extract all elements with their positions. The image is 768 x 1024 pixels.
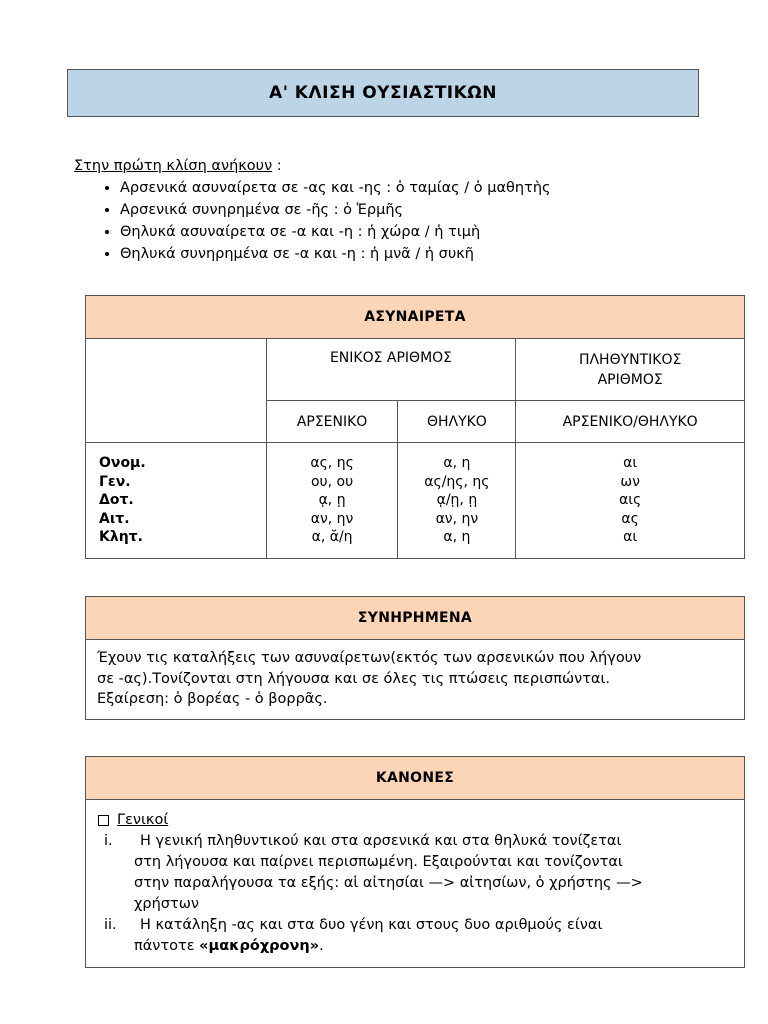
- rule-line: χρήστων: [134, 896, 199, 912]
- ending: α, η: [443, 529, 471, 546]
- ending: αι: [623, 455, 638, 472]
- rule-item: [98, 915, 732, 957]
- synirimena-line: σε -ας).Τονίζονται στη λήγουσα και σε όλες τις πτώσεις περισπώνται.: [97, 670, 611, 687]
- intro-section: [74, 155, 714, 265]
- rule-line: στη λήγουσα και παίρνει περισπωμένη. Εξαιρούνται και τονίζονται: [134, 854, 623, 870]
- case-label: Γεν.: [99, 473, 131, 490]
- list-item: • Αρσενικά συνηρημένα σε -ῆς : ὁ Ἑρμῆς: [120, 199, 714, 221]
- asynaireta-table: [85, 295, 745, 559]
- asynaireta-header: ΑΣΥΝΑΙΡΕΤΑ: [86, 296, 745, 339]
- plural-header: [516, 339, 745, 401]
- rule-text: [136, 915, 732, 957]
- ending: ας, ης: [310, 455, 354, 472]
- rules-section-label: Γενικοί: [117, 812, 169, 828]
- singular-header: ΕΝΙΚΟΣ ΑΡΙΘΜΟΣ: [266, 339, 516, 401]
- case-label: Κλητ.: [99, 529, 143, 546]
- kanones-body: [86, 800, 745, 968]
- checkbox-bullet-icon: [98, 815, 109, 826]
- ending: α, η: [443, 455, 471, 472]
- case-label: Αιτ.: [99, 510, 130, 527]
- masculine-endings: [266, 443, 398, 559]
- ending: ᾳ, ῃ: [318, 492, 346, 509]
- rule-emphasis: «μακρόχρονη»: [199, 938, 320, 954]
- rule-text: [136, 831, 732, 915]
- rule-item: [98, 831, 732, 915]
- synirimena-header: ΣΥΝΗΡΗΜΕΝΑ: [86, 597, 745, 640]
- ending: αν, ην: [435, 510, 479, 527]
- list-item: • Θηλυκά συνηρημένα σε -α και -η : ἡ μνᾶ / ἡ συκῆ: [120, 243, 714, 265]
- ending: αι: [623, 529, 638, 546]
- kanones-header: ΚΑΝΟΝΕΣ: [86, 757, 745, 800]
- ending: ου, ου: [310, 473, 354, 490]
- plural-header-line2: ΑΡΙΘΜΟΣ: [597, 371, 663, 388]
- intro-list: [74, 177, 714, 265]
- synirimena-line: Εξαίρεση: ὁ βορέας - ὁ βορρᾶς.: [97, 691, 328, 707]
- rules-section-heading: [98, 810, 732, 831]
- intro-lead: Στην πρώτη κλίση ανήκουν: [74, 158, 273, 174]
- ending: ας: [621, 510, 639, 527]
- ending: ων: [620, 473, 640, 490]
- page-title: Α' ΚΛΙΣΗ ΟΥΣΙΑΣΤΙΚΩΝ: [67, 69, 699, 117]
- masculine-header: ΑΡΣΕΝΙΚΟ: [266, 401, 398, 443]
- rule-line: Η κατάληξη -ας και στα δυο γένη και στους δυο αριθμούς είναι: [140, 917, 603, 933]
- rule-number: ii.: [104, 917, 117, 933]
- synirimena-table: [85, 596, 745, 720]
- rule-line: Η γενική πληθυντικού και στα αρσενικά και στα θηλυκά τονίζεται: [140, 833, 622, 849]
- list-item: • Αρσενικά ασυναίρετα σε -ας και -ης : ὁ ταμίας / ὁ μαθητὴς: [120, 177, 714, 199]
- rule-line: [136, 936, 732, 957]
- rule-text-plain: πάντοτε: [134, 938, 200, 954]
- feminine-header: ΘΗΛΥΚΟ: [398, 401, 516, 443]
- case-labels: [86, 443, 267, 559]
- feminine-endings: [398, 443, 516, 559]
- ending: αις: [619, 492, 642, 509]
- rule-line: στην παραλήγουσα τα εξής: αἱ αἰτησίαι —> αἰτησίων, ὁ χρήστης —>: [134, 875, 643, 891]
- plural-endings: [516, 443, 745, 559]
- plural-header-line1: ΠΛΗΘΥΝΤΙΚΟΣ: [578, 351, 682, 368]
- rule-text-end: .: [319, 938, 324, 954]
- empty-corner-cell: [86, 339, 267, 443]
- synirimena-line: Έχουν τις καταλήξεις των ασυναίρετων(εκτός των αρσενικών που λήγουν: [97, 650, 642, 666]
- list-item: • Θηλυκά ασυναίρετα σε -α και -η : ἡ χώρα / ἡ τιμὴ: [120, 221, 714, 243]
- masc-fem-header: ΑΡΣΕΝΙΚΟ/ΘΗΛΥΚΟ: [516, 401, 745, 443]
- case-label: Δοτ.: [99, 492, 134, 509]
- ending: αν, ην: [310, 510, 354, 527]
- ending: α, ᾰ/η: [311, 529, 353, 546]
- intro-colon: :: [272, 158, 282, 174]
- case-label: Ονομ.: [99, 455, 146, 472]
- ending: ας/ης, ης: [424, 473, 490, 490]
- synirimena-body: [86, 640, 745, 720]
- rule-number: i.: [104, 833, 113, 849]
- kanones-table: [85, 756, 745, 968]
- ending: ᾳ/ῃ, ῃ: [436, 492, 478, 509]
